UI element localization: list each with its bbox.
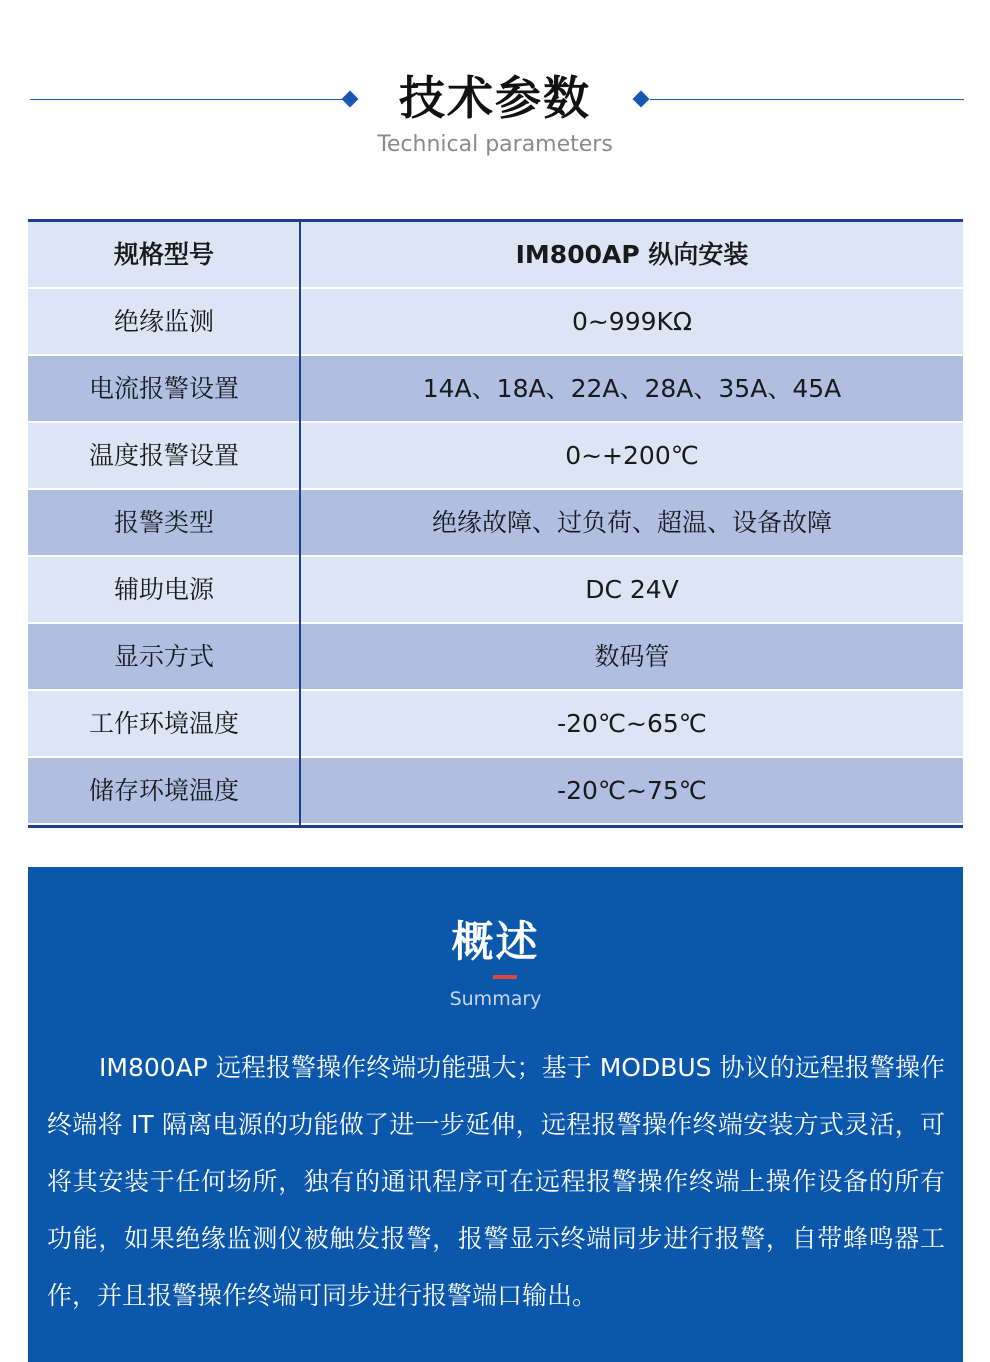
summary-accent-bar bbox=[493, 975, 517, 979]
row-value: 0~999KΩ bbox=[571, 307, 693, 336]
table-header-row bbox=[28, 222, 963, 287]
row-value: 0~+200℃ bbox=[565, 441, 699, 470]
table-row bbox=[28, 557, 963, 622]
row-value: -20℃~65℃ bbox=[557, 709, 707, 738]
row-label: 电流报警设置 bbox=[88, 374, 239, 403]
column-divider bbox=[299, 222, 301, 825]
row-label: 显示方式 bbox=[113, 642, 214, 671]
row-label: 温度报警设置 bbox=[88, 441, 239, 470]
table-row bbox=[28, 423, 963, 488]
summary-subtitle: Summary bbox=[449, 988, 542, 1010]
table-row bbox=[28, 356, 963, 421]
row-label: 工作环境温度 bbox=[88, 709, 239, 738]
header-label: 规格型号 bbox=[113, 240, 214, 269]
table-row bbox=[28, 289, 963, 354]
row-value: 14A、18A、22A、28A、35A、45A bbox=[422, 374, 842, 403]
table-row bbox=[28, 691, 963, 756]
table-row bbox=[28, 758, 963, 823]
row-label: 储存环境温度 bbox=[88, 776, 239, 805]
table-row bbox=[28, 490, 963, 555]
header-value: IM800AP 纵向安装 bbox=[515, 240, 749, 269]
row-label: 报警类型 bbox=[113, 508, 214, 537]
summary-paragraph: IM800AP 远程报警操作终端功能强大；基于 MODBUS 协议的远程报警操作终端将 IT 隔离电源的功能做了进一步延伸，远程报警操作终端安装方式灵活，可将其安装于任何场所，独有的通讯程序可在远程报警操作终端上操作设备的所有 功能，如果绝缘监测仪被触发报警，报警显示终端同步进行报警，自带蜂鸣器工作，并且报警操作终端可同步进行报警端口输出。 bbox=[47, 1053, 945, 1310]
header-line-right bbox=[650, 99, 964, 100]
row-value: DC 24V bbox=[585, 575, 679, 604]
spec-table bbox=[28, 219, 963, 828]
summary-section bbox=[28, 867, 963, 1362]
summary-title: 概述 bbox=[451, 917, 540, 966]
section-header bbox=[0, 0, 990, 200]
row-value: 绝缘故障、过负荷、超温、设备故障 bbox=[431, 508, 832, 537]
row-value: 数码管 bbox=[594, 642, 670, 671]
page-subtitle: Technical parameters bbox=[377, 132, 613, 157]
row-label: 绝缘监测 bbox=[113, 307, 214, 336]
page-title: 技术参数 bbox=[399, 71, 591, 125]
row-label: 辅助电源 bbox=[113, 575, 214, 604]
row-value: -20℃~75℃ bbox=[557, 776, 707, 805]
table-row bbox=[28, 624, 963, 689]
